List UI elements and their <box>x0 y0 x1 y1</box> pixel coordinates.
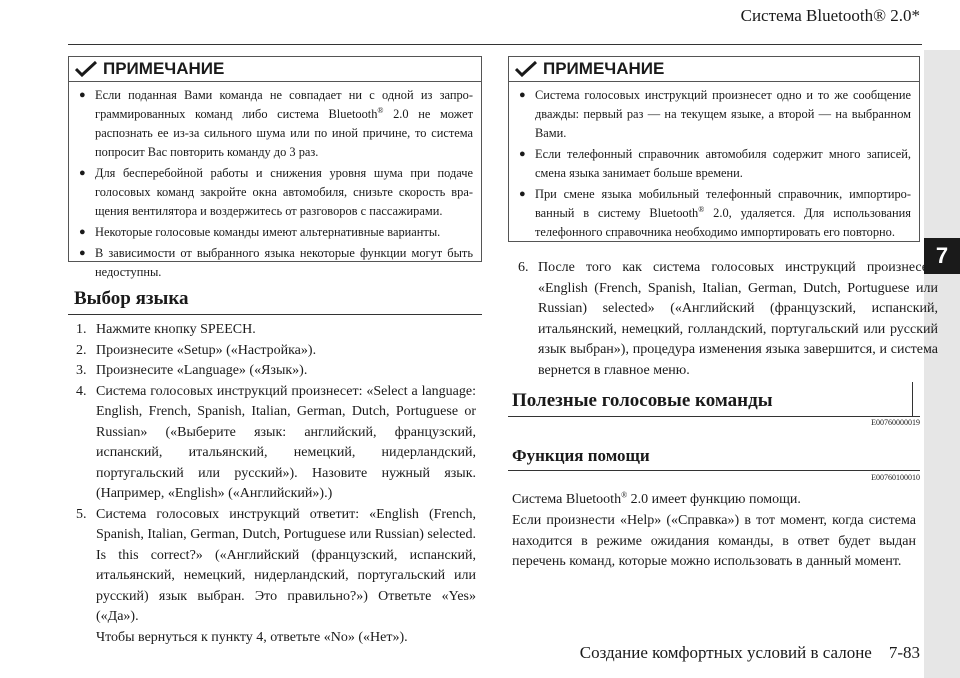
right-note-header <box>509 57 919 82</box>
language-section-rule <box>68 314 482 315</box>
page-footer: Создание комфортных условий в салоне 7-83 <box>579 643 920 662</box>
language-section-title: Выбор языка <box>74 288 189 309</box>
left-note-box <box>68 56 482 279</box>
list-item: 3. Произнесите «Language» («Язык»). <box>76 363 308 378</box>
help-section-code: E00760100010 <box>871 473 920 482</box>
page-header-title: Система Bluetooth® 2.0* <box>740 6 920 25</box>
list-item: 1. Нажмите кнопку SPEECH. <box>76 322 256 337</box>
useful-section-title: Полезные голосовые команды <box>512 390 773 411</box>
left-note-heading: ПРИМЕЧАНИЕ <box>103 59 225 78</box>
right-note-box <box>508 56 920 242</box>
right-note-item: ● Система голосовых инструкций произнесет одно и то же сообщение дважды: первый раз — на текущем языке, а второй — на выбранном Вами. <box>517 86 911 143</box>
language-steps-list <box>76 320 476 648</box>
useful-section-marker <box>912 382 913 416</box>
step-6: 6. После того как система голосовых инструкций произнесет: «English (French, Spanish, Italian, German, Dutch, Portuguese или Russian) selected» («Английский (французский, испанский, итальянский, немецкий, голландский, португальский или русский язык выбран»), процедура изменения языка завершится, и система вернется в главное меню. <box>518 260 938 378</box>
list-item: 5. Система голосовых инструкций ответит: «English (French, Spanish, Italian, German, Dutch, Portuguese или Russian) selected. Is this correct?» («Английский (французский, испанский, итальянский, немецкий, нидерландский, португальский или русский) язык выбран. Это правильно?») Ответьте «Yes» («Да»). <box>76 506 476 624</box>
left-note-header <box>69 57 481 82</box>
right-note-item: ● При смене языка мобильный телефонный справочник, импортированный в систему Bluetooth® 2.0, удаляется. Для использования телефонного справочника необходимо импортировать его повторно. <box>517 185 911 242</box>
checkmark-icon <box>75 61 97 77</box>
help-section-title: Функция помощи <box>512 446 650 465</box>
useful-section-code: E00760000019 <box>871 418 920 427</box>
left-note-item: ● Для бесперебойной работы и снижения уровня шума при подаче голосовых команд закройте окна автомобиля, снизьте скорость вращения вентилятора и воздержитесь от разговоров с пассажирами. <box>77 164 473 221</box>
checkmark-icon <box>515 61 537 77</box>
left-note-item: ● Некоторые голосовые команды имеют альтернативные варианты. <box>77 223 473 242</box>
help-intro-line: Система Bluetooth® 2.0 имеет функцию помощи. <box>512 490 801 507</box>
chapter-number: 7 <box>924 238 960 274</box>
left-note-item: ● В зависимости от выбранного языка некоторые функции могут быть недоступны. <box>77 244 473 282</box>
list-item: 4. Система голосовых инструкций произнесет: «Select a language: English, French, Spanish, Italian, German, Dutch, Portuguese or Russian» («Выберите язык: английский, французский, испанский, итальянский, немецкий, нидерландский, португальский или русский»). Назовите нужный язык. (Например, «English» («Английский»).) <box>76 383 476 501</box>
header-divider <box>68 44 922 45</box>
left-note-item: ● Если поданная Вами команда не совпадает ни с одной из запрограммированных команд либо система Bluetooth® 2.0 не может распознать ее из-за сильного шума или по иной причине, то система попросит Вас повторить команду до 3 раз. <box>77 86 473 162</box>
useful-section-rule <box>508 416 920 417</box>
right-note-heading: ПРИМЕЧАНИЕ <box>543 59 665 78</box>
help-section-rule <box>508 470 920 471</box>
right-note-item: ● Если телефонный справочник автомобиля содержит много записей, смена языка занимает больше времени. <box>517 145 911 183</box>
help-body-text: Если произнести «Help» («Справка») в тот момент, когда система находится в режиме ожидания команды, в ответ будет выдан перечень команд, которые можно использовать в данный момент. <box>512 513 916 569</box>
list-item: 2. Произнесите «Setup» («Настройка»). <box>76 342 317 358</box>
list-item: Чтобы вернуться к пункту 4, ответьте «No» («Нет»). <box>96 629 408 645</box>
